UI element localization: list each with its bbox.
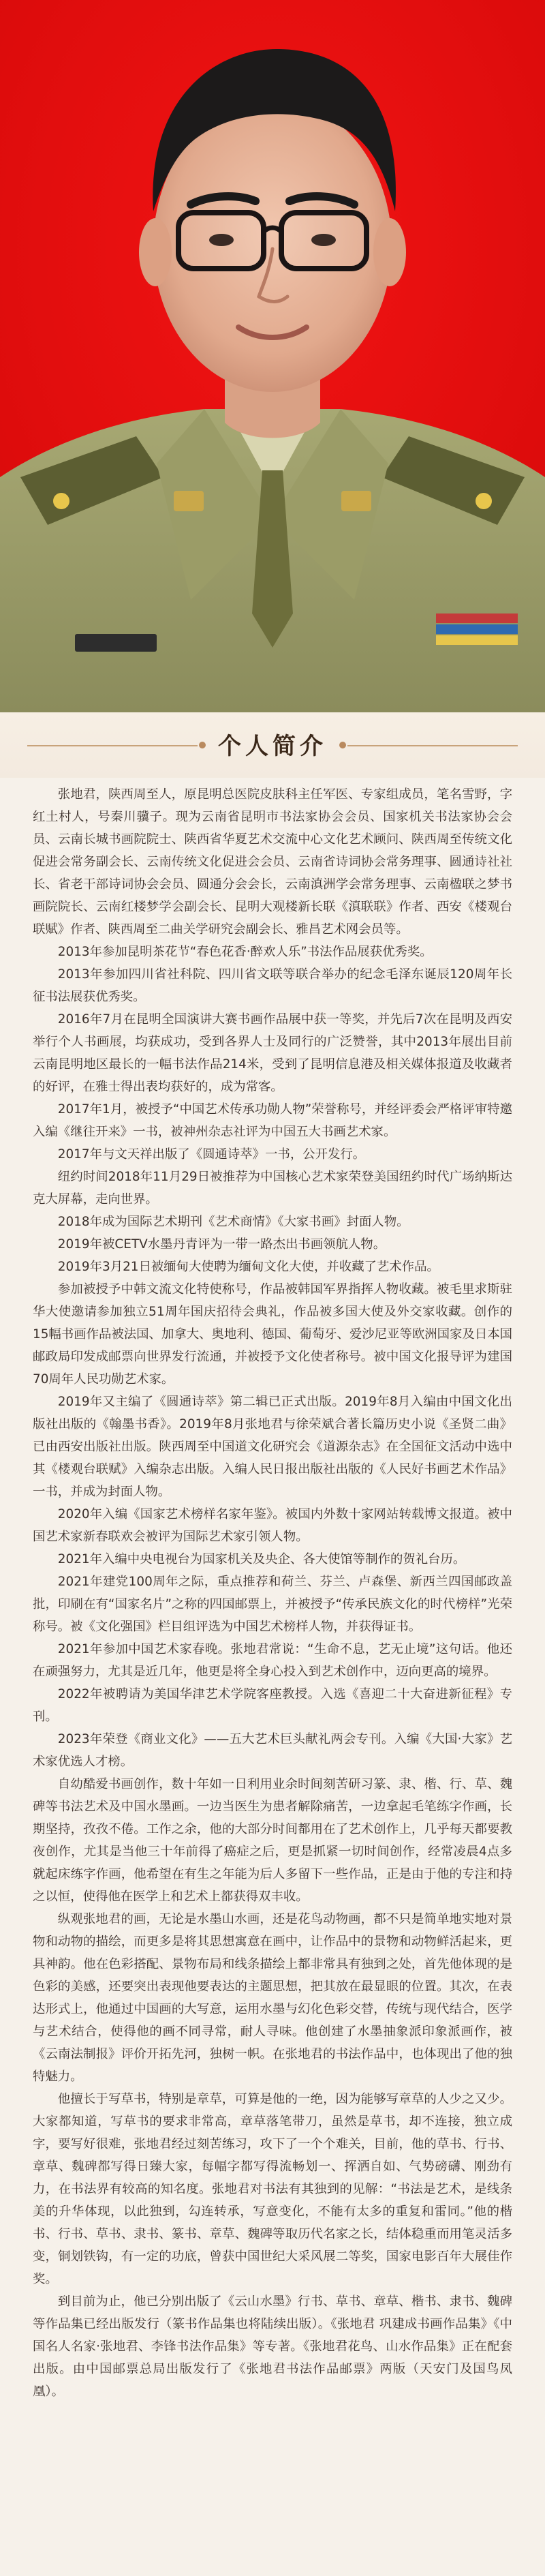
bio-paragraph: 2019年3月21日被缅甸大使聘为缅甸文化大使，并收藏了艺术作品。 [57,1260,439,1274]
bio-paragraph: 2021年建党100周年之际，重点推荐和荷兰、芬兰、卢森堡、新西兰四国邮政盖批，印刷在有“国家名片”之称的四国邮票上，并被授予“传承民族文化的时代榜样”光荣称号。被《文化强国》栏目组评选为中国艺术榜样人物，并获得证书。 [33,1575,512,1634]
bio-paragraph: 到目前为止，他已分别出版了《云山水墨》行书、草书、章草、楷书、隶书、魏碑等作品集已经出版发行（篆书作品集也将陆续出版）。《张地君 巩建成书画作品集》《中国名人名家·张地君、李锋书法作品集》等专著。《张地君花鸟、山水作品集》正在配套出版。由中国邮票总局出版发行了《张地君书法作品邮票》两版（天安门及国鸟凤凰）。 [33,2294,512,2399]
bio-paragraph: 2018年成为国际艺术期刊《艺术商情》《大家书画》封面人物。 [57,1215,409,1229]
section-title: 个人简介 [218,733,327,760]
bio-paragraph: 2017年与文天祥出版了《圆通诗萃》一书，公开发行。 [57,1147,366,1162]
bio-paragraph: 2020年入编《国家艺术榜样名家年鉴》。被国内外数十家网站转载博文报道。被中国艺术家新春联欢会被评为国际艺术家引领人物。 [33,1507,512,1544]
bio-paragraph: 2023年荣登《商业文化》——五大艺术巨头献礼两会专刊。入编《大国·大家》艺术家优选人才榜。 [33,1732,512,1769]
bio-paragraph: 纵观张地君的画，无论是水墨山水画，还是花鸟动物画，都不只是简单地实地对景物和动物的描绘，而更多是将其思想寓意在画中，让作品中的景物和动物鲜活起来，更具神韵。他在色彩搭配、景物布局和线条描绘上都非常具有独到之处，首先他体现的是色彩的美感，还要突出表现他要表达的主题思想，把其放在最显眼的位置。其次，在表达形式上，他通过中国画的大写意，运用水墨与幻化色彩交替，传统与现代结合，医学与艺术结合，使得他的画不同寻常，耐人寻味。他创建了水墨抽象派印象派画作，被《云南法制报》评价开拓先河，独树一帜。在张地君的书法作品中，也体现出了他的独特魅力。 [33,1912,512,2084]
bio-paragraph: 2017年1月，被授予“中国艺术传承功勋人物”荣誉称号，并经评委会严格评审特邀入编《继往开来》一书，被神州杂志社评为中国五大书画艺术家。 [33,1102,512,1139]
bio-paragraph: 2021年入编中央电视台为国家机关及央企、各大使馆等制作的贺礼台历。 [57,1552,466,1566]
header-divider-right [347,745,518,746]
bio-paragraph: 2013年参加昆明茶花节“春色花香·醉欢人乐”书法作品展获优秀奖。 [57,945,433,959]
bio-paragraph: 2019年被CETV水墨丹青评为一带一路杰出书画领航人物。 [57,1237,386,1252]
portrait-photo [0,0,545,712]
bio-paragraph: 张地君，陕西周至人，原昆明总医院皮肤科主任军医、专家组成员，笔名雪野，字红土村人，号秦川骥子。现为云南省昆明市书法家协会会员、国家机关书法家协会会员、云南长城书画院院士、陕西省华夏艺术交流中心文化艺术顾问、陕西周至传统文化促进会常务副会长、云南传统文化促进会会员、云南省诗词协会常务理事、圆通诗社社长、省老干部诗词协会会员、圆通分会会长，云南滇洲学会常务理事、云南楹联之梦书画院院长、云南红楼梦学会副会长、昆明大观楼新长联《滇联联》作者、西安《楼观台联赋》作者、陕西周至二曲关学研究会副会长、雅昌艺术网会员等。 [33,787,512,937]
bio-paragraph: 他擅长于写草书，特别是章草，可算是他的一绝，因为能够写章草的人少之又少。大家都知道，写草书的要求非常高，章草落笔带刀，虽然是草书，却不连接，独立成字，要写好很难，张地君经过刻苦练习，攻下了一个个难关，目前，他的草书、行书、章草、魏碑都写得日臻大家，每幅字都写得流畅划一、挥洒自如、气势磅礴、刚劲有力，在书法界有较高的知名度。张地君对书法有其独到的见解：“书法是艺术，是线条美的升华体现，以此独到，勾连转承，写意变化，不能有太多的重复和雷同。”他的楷书、行书、草书、隶书、篆书、章草、魏碑等取历代名家之长，结体稳重而用笔灵活多变，铜划铁钩，有一定的功底，曾获中国世纪大采风展二等奖，国家电影百年大展佳作奖。 [33,2092,512,2286]
bio-paragraph: 自幼酷爱书画创作，数十年如一日利用业余时间刻苦研习篆、隶、楷、行、草、魏碑等书法艺术及中国水墨画。一边当医生为患者解除痛苦，一边拿起毛笔练字作画，长期坚持，孜孜不倦。工作之余，他的大部分时间都用在了艺术创作上，几乎每天都要教夜创作，尤其是当他三十年前得了癌症之后，更是抓紧一切时间创作，经常凌晨4点多就起床练字作画，他希望在有生之年能为后人多留下一些作品，正是由于他的专注和持之以恒，使得他在医学上和艺术上都获得双丰收。 [33,1777,512,1904]
bio-paragraph: 2022年被聘请为美国华津艺术学院客座教授。入选《喜迎二十大奋进新征程》专刊。 [33,1687,512,1724]
biography-text [0,778,545,2576]
bio-paragraph: 参加被授予中韩文流文化特使称号，作品被韩国军界指挥人物收藏。被毛里求斯驻华大使邀请参加独立51周年国庆招待会典礼，作品被多国大使及外交家收藏。创作的15幅书画作品被法国、加拿大、奥地利、德国、葡萄牙、爱沙尼亚等欧洲国家及日本国邮政局印发成邮票向世界发行流通，并被授予文化使者称号。被中国文化报导评为建国70周年人民功勋艺术家。 [33,1282,512,1387]
bio-paragraph: 2021年参加中国艺术家春晚。张地君常说：“生命不息，艺无止境”这句话。他还在顽强努力，尤其是近几年，他更是将全身心投入到艺术创作中，迈向更高的境界。 [33,1642,512,1679]
header-dot-right-icon [339,742,346,748]
bio-paragraph: 2013年参加四川省社科院、四川省文联等联合举办的纪念毛泽东诞辰120周年长征书法展获优秀奖。 [33,967,512,1004]
bio-paragraph: 2016年7月在昆明全国演讲大赛书画作品展中获一等奖，并先后7次在昆明及西安举行个人书画展，均获成功，受到各界人士及同行的广泛赞誉，其中2013年展出目前云南昆明地区最长的一幅书法作品214米，受到了昆明信息港及相关媒体报道及收藏者的好评，在雅士得出表均获好的，成为常客。 [33,1012,512,1094]
portrait-illustration [0,0,545,712]
bio-paragraph: 纽约时间2018年11月29日被推荐为中国核心艺术家荣登美国纽约时代广场纳斯达克大屏幕，走向世界。 [33,1170,512,1207]
section-header [0,712,545,778]
bio-paragraph: 2019年又主编了《圆通诗萃》第二辑已正式出版。2019年8月入编由中国文化出版社出版的《翰墨书香》。2019年8月张地君与徐荣斌合著长篇历史小说《圣贤二曲》已由西安出版社出版。陕西周至中国道文化研究会《道源杂志》在全国征文活动中选中其《楼观台联赋》入编杂志出版。入编人民日报出版社出版的《人民好书画艺术作品》一书，并成为封面人物。 [33,1395,512,1499]
